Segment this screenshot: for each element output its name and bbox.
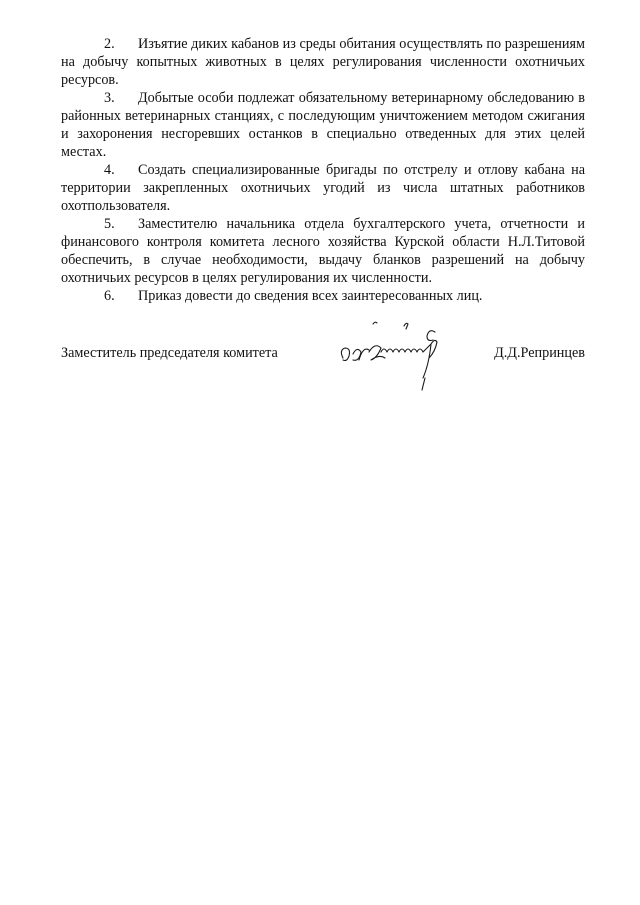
order-item-3 (61, 89, 585, 161)
order-item-6 (61, 287, 585, 305)
item-number: 4. (104, 162, 115, 178)
order-item-2 (61, 35, 585, 89)
item-number: 3. (104, 90, 115, 106)
signer-title: Заместитель председателя комитета (61, 345, 278, 361)
signature-block (61, 344, 585, 368)
item-number: 6. (104, 288, 115, 304)
item-number: 5. (104, 216, 115, 232)
signer-name: Д.Д.Репринцев (494, 345, 585, 361)
handwritten-signature (335, 312, 455, 398)
item-text: Добытые особи подлежат обязательному ветеринарному обследованию в районных ветеринарных станциях, с последующим уничтожением методом сжигания и захоронения несгоревших останков в специально отведенных для этих целей местах. (61, 90, 585, 160)
item-text: Создать специализированные бригады по отстрелу и отлову кабана на территории закрепленных охотничьих угодий из числа штатных работников охотпользователя. (61, 162, 585, 214)
order-items (61, 35, 585, 305)
item-text: Приказ довести до сведения всех заинтересованных лиц. (138, 288, 483, 304)
item-text: Заместителю начальника отдела бухгалтерского учета, отчетности и финансового контроля комитета лесного хозяйства Курской области Н.Л.Титовой обеспечить, в случае необходимости, выдачу бланков разрешений на добычу охотничьих ресурсов в целях регулирования их численности. (61, 216, 585, 286)
order-item-5 (61, 215, 585, 287)
order-item-4 (61, 161, 585, 215)
item-text: Изъятие диких кабанов из среды обитания осуществлять по разрешениям на добычу копытных животных в целях регулирования численности охотничьих ресурсов. (61, 36, 585, 88)
item-number: 2. (104, 36, 115, 52)
